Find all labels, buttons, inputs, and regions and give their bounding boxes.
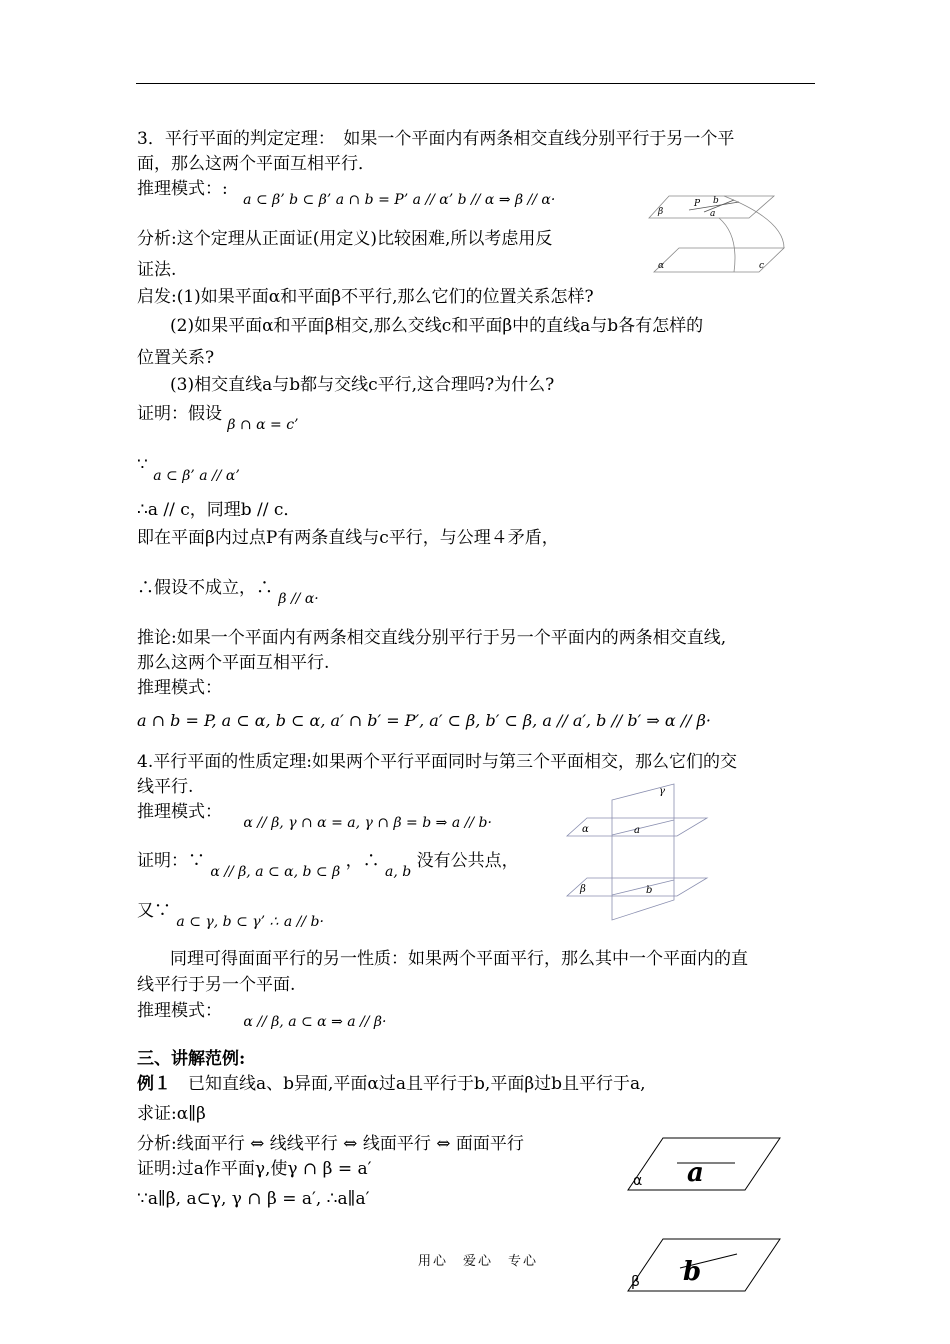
theorem-4-line1: 4.平行平面的性质定理:如果两个平行平面同时与第三个平面相交，那么它们的交 bbox=[137, 752, 737, 772]
corollary-line1: 推论:如果一个平面内有两条相交直线分别平行于另一个平面内的两条相交直线, bbox=[137, 628, 727, 648]
example-1-because: ∵a∥β, a⊂γ, γ ∩ β = a′, ∴a∥a′ bbox=[137, 1189, 370, 1209]
hint-3: (3)相交直线a与b都与交线c平行,这合理吗?为什么? bbox=[170, 375, 555, 395]
fig2-plane-gamma bbox=[612, 784, 674, 920]
proof-4-suffix: 没有公共点， bbox=[416, 851, 519, 871]
reasoning-pattern-1 bbox=[137, 178, 556, 208]
proof-because bbox=[137, 454, 240, 484]
corollary-line2: 那么这两个平面互相平行. bbox=[137, 653, 330, 673]
proof-because-formula: a ⊂ β’ a // α’ bbox=[153, 468, 240, 484]
reasoning-label: 推理模式：: bbox=[137, 179, 228, 199]
example-1-prove: 求证:α∥β bbox=[137, 1104, 206, 1124]
proof-assume-formula: β ∩ α = c’ bbox=[227, 417, 299, 433]
fig1-label-b: b bbox=[713, 196, 719, 206]
reasoning-formula-3: α // β, γ ∩ α = a, γ ∩ β = b ⇒ a // b· bbox=[243, 815, 492, 831]
example-1-analysis: 分析:线面平行 ⇔ 线线平行 ⇔ 线面平行 ⇔ 面面平行 bbox=[137, 1134, 524, 1154]
fig3-label-a: a bbox=[687, 1158, 704, 1188]
reasoning-label-4: 推理模式： bbox=[137, 1001, 222, 1021]
reasoning-label-2: 推理模式： bbox=[137, 678, 222, 698]
reasoning-formula-4: α // β, a ⊂ α ⇒ a // β· bbox=[243, 1014, 387, 1030]
proof-4-therefore: ，∴ bbox=[345, 851, 380, 871]
header-rule bbox=[136, 83, 815, 84]
fig1-label-c: c bbox=[759, 261, 765, 271]
proof-4-formula: α // β, a ⊂ α, b ⊂ β bbox=[210, 864, 341, 880]
proof-conclusion-formula: β // α· bbox=[278, 591, 319, 607]
fig4-label-beta: β bbox=[631, 1274, 640, 1290]
fig1-label-a: a bbox=[710, 209, 716, 219]
fig2-label-b: b bbox=[646, 885, 653, 896]
reasoning-label-3: 推理模式： bbox=[137, 802, 222, 822]
fig1-curve-front bbox=[719, 218, 735, 272]
fig2-label-a: a bbox=[634, 825, 640, 836]
example-1 bbox=[137, 1073, 646, 1095]
fig2-label-alpha: α bbox=[582, 824, 589, 835]
page-footer: 用心 爱心 专心 bbox=[418, 1254, 539, 1269]
proof-4-line2 bbox=[137, 900, 324, 930]
corollary-formula: a ∩ b = P, a ⊂ α, b ⊂ α, a′ ∩ b′ = P′, a′ ⊂ β, b′ ⊂ β, a // a′, b // b′ ⇒ α // β· bbox=[137, 711, 711, 730]
theorem-3-line1: 3．平行平面的判定定理： 如果一个平面内有两条相交直线分别平行于另一个平 bbox=[137, 129, 735, 149]
analysis-line2: 证法. bbox=[137, 260, 177, 280]
reasoning-formula-1: a ⊂ β’ b ⊂ β’ a ∩ b = P’ a // α’ b // α ⇒ β // α· bbox=[243, 192, 556, 208]
fig2-label-beta: β bbox=[580, 884, 586, 895]
fig1-plane-alpha bbox=[654, 248, 784, 272]
figure-plane-property bbox=[562, 780, 712, 925]
fig2-line-a bbox=[612, 820, 674, 835]
because-symbol: ∵ bbox=[137, 455, 148, 475]
proof-conclusion-label: ∴假设不成立，∴ bbox=[137, 578, 273, 598]
property-line1: 同理可得面面平行的另一性质：如果两个平面平行，那么其中一个平面内的直 bbox=[170, 949, 748, 969]
fig3-label-alpha: α bbox=[633, 1173, 643, 1189]
theorem-4-line2: 线平行. bbox=[137, 777, 194, 797]
analysis-line1: 分析:这个定理从正面证(用定义)比较困难,所以考虑用反 bbox=[137, 229, 553, 249]
proof-therefore: ∴a // c，同理b // c． bbox=[137, 500, 301, 520]
proof-4-formula-4: a // b· bbox=[283, 914, 324, 930]
fig1-label-alpha: α bbox=[658, 261, 665, 271]
fig2-line-b bbox=[612, 880, 674, 895]
fig4-label-b: b bbox=[683, 1257, 702, 1287]
proof-assume-label: 证明：假设 bbox=[137, 404, 222, 424]
fig1-line-b bbox=[704, 200, 734, 212]
example-1-text: 已知直线a、b异面,平面α过a且平行于b,平面β过b且平行于a, bbox=[171, 1074, 646, 1094]
fig1-label-P: P bbox=[694, 199, 701, 209]
theorem-3-line2: 面，那么这两个平面互相平行． bbox=[137, 154, 375, 174]
reasoning-pattern-4 bbox=[137, 1000, 387, 1030]
figure-plane-judgment bbox=[644, 190, 794, 280]
proof-4-also: 又∵ bbox=[137, 901, 171, 921]
hint-1: 启发:(1)如果平面α和平面β不平行,那么它们的位置关系怎样? bbox=[137, 287, 594, 307]
reasoning-pattern-3 bbox=[137, 801, 492, 831]
proof-4-formula-2: a, b bbox=[385, 864, 412, 880]
example-1-label: 例１ bbox=[137, 1074, 171, 1094]
proof-4-label: 证明：∵ bbox=[137, 851, 205, 871]
fig2-plane-beta bbox=[567, 878, 707, 896]
fig4-plane bbox=[628, 1239, 780, 1291]
figure-plane-beta bbox=[625, 1236, 785, 1294]
hint-2: (2)如果平面α和平面β相交,那么交线c和平面β中的直线a与b各有怎样的 bbox=[170, 316, 704, 336]
section-heading-examples: 三、讲解范例: bbox=[137, 1049, 246, 1069]
proof-4-line1 bbox=[137, 850, 519, 880]
fig3-plane bbox=[628, 1138, 780, 1190]
example-1-proof: 证明:过a作平面γ,使γ ∩ β = a′ bbox=[137, 1159, 372, 1179]
property-line2: 线平行于另一个平面. bbox=[137, 975, 296, 995]
proof-assume bbox=[137, 403, 299, 433]
proof-4-formula-3: a ⊂ γ, b ⊂ γ’ ∴ bbox=[176, 914, 279, 930]
hint-2-cont: 位置关系? bbox=[137, 348, 215, 368]
fig1-label-beta: β bbox=[658, 207, 664, 217]
figure-plane-alpha bbox=[625, 1135, 785, 1193]
proof-conclusion bbox=[137, 577, 319, 607]
fig2-label-gamma: γ bbox=[659, 786, 665, 797]
proof-contradiction: 即在平面β内过点P有两条直线与c平行，与公理４矛盾， bbox=[137, 528, 559, 548]
